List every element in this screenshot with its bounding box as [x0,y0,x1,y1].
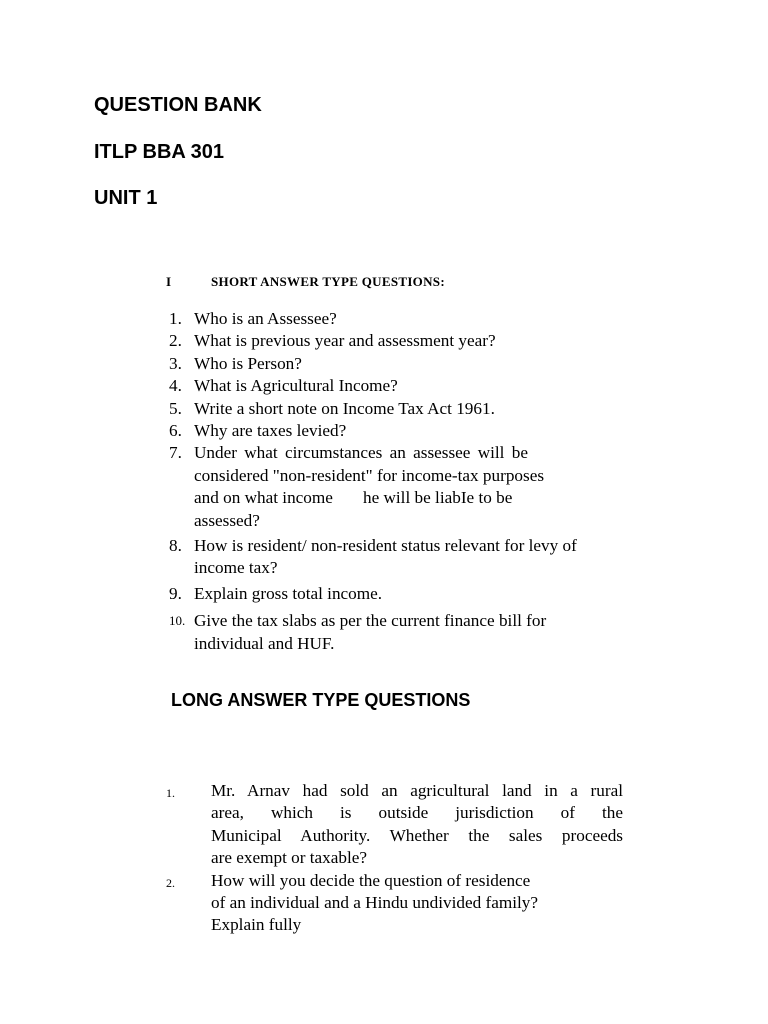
question-item [162,610,672,655]
question-number: 3. [169,353,182,373]
long-answer-list [162,780,632,937]
question-line: income tax? [194,558,278,578]
question-line: Municipal Authority. Whether the sales proceeds [211,825,623,845]
question-line: considered "non-resident" for income-tax purposes [194,465,545,485]
question-number: 2. [169,331,182,351]
question-item [162,420,672,442]
question-number: 6. [169,421,182,441]
question-number: 4. [169,376,182,396]
question-number: 10. [169,613,186,629]
question-number: 8. [169,536,182,556]
question-line: How will you decide the question of residence [211,870,531,890]
question-line: individual and HUF. [194,633,335,653]
question-line: area, which is outside jurisdiction of the [211,803,623,823]
question-item [162,308,672,330]
question-item [162,353,672,375]
question-text: Who is Person? [194,353,302,373]
question-line: How is resident/ non-resident status relevant for levy of [194,536,577,556]
question-text: Who is an Assessee? [194,309,337,328]
course-code: ITLP BBA 301 [94,141,225,163]
question-number: 2. [166,875,175,890]
question-line: Mr. Arnav had sold an agricultural land in a rural [211,781,623,800]
section-numeral: I [166,274,172,289]
question-line: assessed? [194,510,260,530]
question-line: Give the tax slabs as per the current finance bill for [194,611,547,631]
question-text: Explain gross total income. [194,583,383,603]
unit-heading: UNIT 1 [94,187,158,209]
question-number: 7. [169,443,182,463]
question-number: 5. [169,398,182,418]
section-title: SHORT ANSWER TYPE QUESTIONS: [211,274,445,289]
question-text: What is Agricultural Income? [194,376,398,396]
question-text: Write a short note on Income Tax Act 1961. [194,398,495,418]
question-line: are exempt or taxable? [211,848,368,868]
question-item [162,583,672,605]
short-answer-list [162,308,672,655]
question-number: 1. [166,786,175,800]
question-item [162,870,632,937]
question-line: and on what income he will be liabIe to be [194,488,513,508]
question-text: What is previous year and assessment year? [194,331,496,351]
question-line: Under what circumstances an assessee will be [194,443,528,463]
document-title: QUESTION BANK [94,94,262,116]
question-text: Why are taxes levied? [194,421,347,441]
question-line: of an individual and a Hindu undivided family? [211,893,538,913]
question-item [162,780,632,870]
question-item [162,535,672,580]
long-answer-heading: LONG ANSWER TYPE QUESTIONS [171,690,471,710]
question-item [162,330,672,352]
question-number: 1. [169,309,182,328]
question-item [162,398,672,420]
question-item [162,375,672,397]
question-item [162,442,672,532]
question-number: 9. [169,583,182,603]
question-line: Explain fully [211,915,302,935]
